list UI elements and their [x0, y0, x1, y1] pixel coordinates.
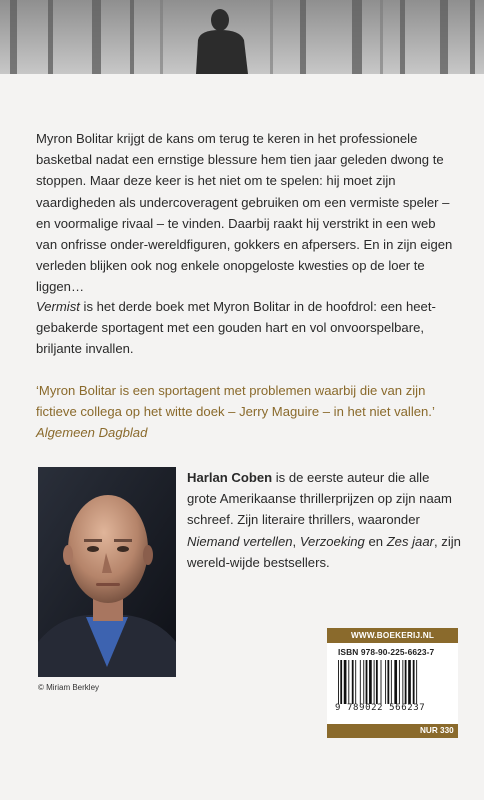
- book-title-2: Verzoeking: [299, 533, 365, 549]
- cover-photo-foggy-forest: [0, 0, 484, 74]
- photo-credit: © Miriam Berkley: [38, 683, 100, 692]
- press-quote: [36, 380, 456, 444]
- author-name: Harlan Coben: [187, 470, 273, 485]
- author-photo: [38, 467, 176, 677]
- author-bio: Harlan Coben is de eerste auteur die alle grote Amerikaanse thrillerprijzen op zijn naam schreef. Zijn literaire thrillers, waaronder Niemand vertellen, Verzoeking en Zes jaar, zijn wereld-wijde bestsellers.: [187, 470, 461, 570]
- barcode-icon: [338, 660, 450, 704]
- book-title-3: Zes jaar: [386, 533, 434, 549]
- barcode-number: 9 789022 566237: [335, 703, 426, 713]
- nur-code: NUR 330: [327, 724, 458, 738]
- quote-text: ‘Myron Bolitar is een sportagent met problemen waarbij die van zijn fictieve collega op het witte doek – Jerry Maguire – in het niet vallen.’: [36, 383, 435, 420]
- blurb-paragraph-2: [36, 296, 456, 360]
- quote-source: Algemeen Dagblad: [36, 425, 148, 441]
- book-title: Vermist: [36, 299, 80, 314]
- blurb-paragraph-2-text: is het derde boek met Myron Bolitar in de hoofdrol: een heet-gebakerde sportagent met een gouden hart en vol onvoorspelbare, briljante invallen.: [36, 299, 436, 357]
- isbn-label: ISBN 978-90-225-6623-7: [338, 647, 435, 657]
- book-title-1: Niemand vertellen: [187, 533, 293, 549]
- blurb-paragraph-1: Myron Bolitar krijgt de kans om terug te keren in het professionele basketbal nadat een ernstige blessure hem tien jaar geleden dwong te stoppen. Maar deze keer is het niet om te spelen: hij moet zijn vaardigheden als undercoveragent gebruiken om een vermiste speler – en voormalige rivaal – te vinden. Daarbij raakt hij verstrikt in een web van onfrisse onder-wereldfiguren, gokkers en afpersers. En in zijn eigen verleden blijken ook nog enkele onopgeloste kwesties op de loer te liggen…: [36, 131, 453, 295]
- publisher-website: WWW.BOEKERIJ.NL: [327, 628, 458, 643]
